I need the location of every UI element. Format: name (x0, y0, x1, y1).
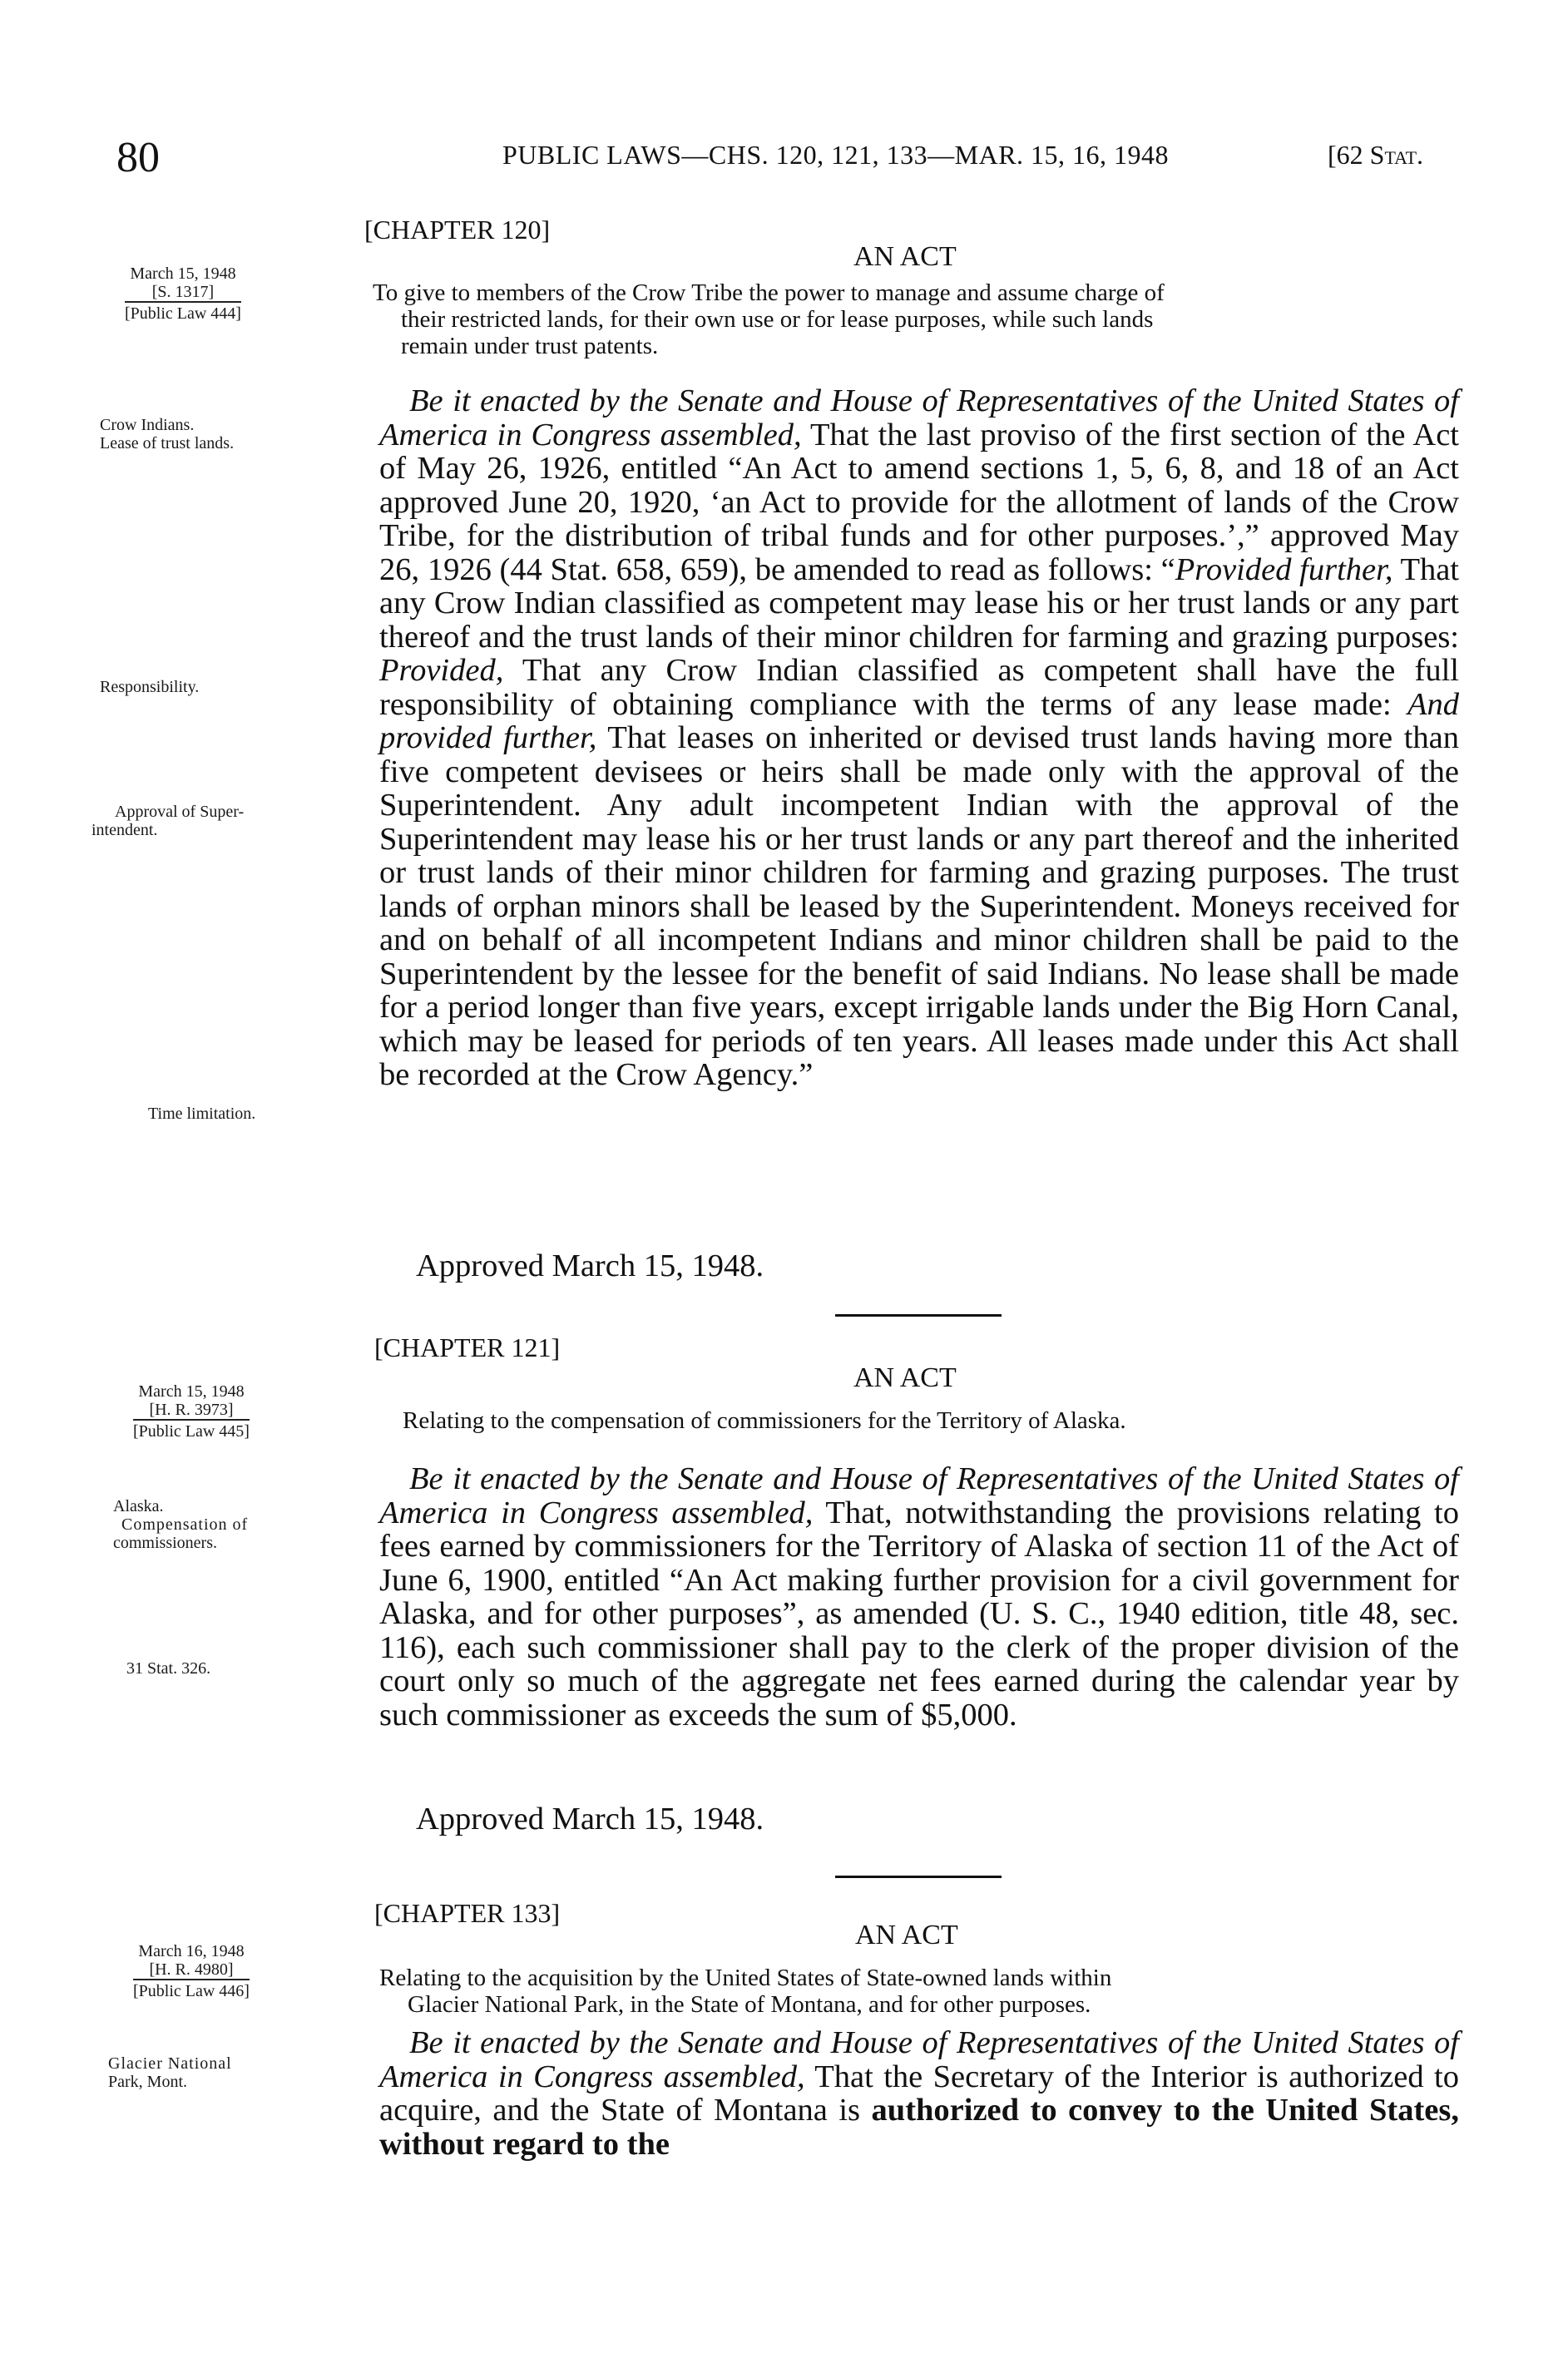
chapter-120-approved: Approved March 15, 1948. (416, 1248, 764, 1283)
chapter-120-body (379, 384, 1459, 1092)
margin-note-statute: 31 Stat. 326. (126, 1659, 211, 1678)
margin-note-line: Park, Mont. (108, 2073, 187, 2091)
chapter-133-bill-number: [H. R. 4980] (149, 1960, 234, 1979)
chapter-133-date: March 16, 1948 (138, 1942, 245, 1960)
chapter-121-approved: Approved March 15, 1948. (416, 1802, 764, 1836)
chapter-121-public-law: [Public Law 445] (133, 1419, 250, 1441)
enacting-clause: Be it enacted by the Senate and House of Representatives of the United States of America in Congress assembled, (379, 1461, 1459, 1530)
margin-note-line: Lease of trust lands. (100, 434, 235, 452)
body-text: That the last proviso of the first section of the Act of May 26, 1926, entitled “An Act to amend sections 1, 5, 6, 8, and 18 of an Act approved June 20, 1920, ‘an Act to provide for the allotment of lands of the Crow Tribe, for the distribution of tribal funds and for other purposes.’,” approved May 26, 1926 (44 Stat. 658, 659), be amended to read as follows: “ (379, 417, 1459, 587)
chapter-121-date: March 15, 1948 (138, 1382, 245, 1401)
margin-note-crow-indians (100, 416, 349, 452)
chapter-121-label: [CHAPTER 121] (374, 1332, 561, 1362)
chapter-133-body (379, 2026, 1459, 2161)
proviso-heading: Provided further, (1175, 551, 1393, 587)
chapter-121-title: Relating to the compensation of commissioners for the Territory of Alaska. (403, 1407, 1126, 1434)
section-divider (835, 1314, 1002, 1317)
page-number: 80 (116, 134, 160, 181)
chapter-121-act-heading: AN ACT (853, 1362, 957, 1393)
proviso-heading: And provided further, (379, 686, 1459, 755)
chapter-133-public-law: [Public Law 446] (133, 1979, 250, 2000)
chapter-133-act-heading: AN ACT (855, 1920, 958, 1950)
volume-reference: [62 Stat. (1328, 140, 1424, 170)
chapter-133-margin-citation (108, 1942, 275, 2000)
chapter-133-title-line: Glacier National Park, in the State of Montana, and for other purposes. (408, 1991, 1091, 2018)
chapter-133-title-line: Relating to the acquisition by the United States of State-owned lands within (379, 1965, 1112, 1991)
margin-note-alaska (113, 1497, 363, 1552)
chapter-120-public-law: [Public Law 444] (125, 301, 241, 323)
enacting-clause: Be it enacted by the Senate and House of Representatives of the United States of America in Congress assembled, (379, 383, 1459, 452)
enacting-clause: Be it enacted by the Senate and House of Representatives of the United States of America in Congress assembled, (379, 2025, 1459, 2094)
margin-note-line: Glacier National (108, 2054, 232, 2073)
margin-note-time-limitation: Time limitation. (148, 1105, 256, 1123)
margin-note-approval (92, 803, 366, 839)
body-text: That the Secretary of the Interior is authorized to acquire, and the State of Montana is (379, 2059, 1459, 2128)
chapter-120-date: March 15, 1948 (130, 264, 236, 283)
margin-note-responsibility: Responsibility. (100, 678, 200, 696)
chapter-133-title (379, 1965, 1461, 2018)
margin-note-line: intendent. (92, 821, 158, 839)
chapter-133-label: [CHAPTER 133] (374, 1898, 561, 1928)
margin-note-line: Crow Indians. (100, 416, 195, 434)
section-divider (835, 1876, 1002, 1878)
chapter-121-bill-number: [H. R. 3973] (149, 1401, 234, 1419)
chapter-120-title (373, 279, 1454, 359)
chapter-121-margin-citation (108, 1382, 275, 1441)
margin-note-glacier (108, 2054, 374, 2091)
chapter-120-label: [CHAPTER 120] (364, 215, 551, 245)
margin-note-line: Compensation of (121, 1515, 249, 1534)
chapter-120-margin-citation (100, 264, 266, 323)
chapter-120-title-line: their restricted lands, for their own use or for lease purposes, while such lands (401, 306, 1154, 333)
chapter-120-title-line: To give to members of the Crow Tribe the power to manage and assume charge of (373, 279, 1165, 306)
chapter-120-title-line: remain under trust patents. (401, 333, 659, 359)
margin-note-line: Alaska. (113, 1497, 164, 1515)
body-text-bold: authorized to convey to the United States, without regard to the (379, 2093, 1459, 2162)
body-text: That any Crow Indian classified as competent shall have the full responsibility of obtaining compliance with the terms of any lease made: (379, 653, 1459, 722)
chapter-121-body (379, 1462, 1459, 1732)
proviso-heading: Provided, (379, 653, 504, 688)
running-title: PUBLIC LAWS—CHS. 120, 121, 133—MAR. 15, 16, 1948 (502, 140, 1170, 170)
margin-note-line: commissioners. (113, 1534, 217, 1552)
chapter-120-act-heading: AN ACT (853, 241, 957, 272)
body-text: That, notwithstanding the provisions relating to fees earned by commissioners for the Territory of Alaska of section 11 of the Act of June 6, 1900, entitled “An Act making further provision for a civil government for Alaska, and for other purposes”, as amended (U. S. C., 1940 edition, title 48, sec. 116), each such commissioner shall pay to the clerk of the proper division of the court only so much of the aggregate net fees earned during the calendar year by such commissioner as exceeds the sum of $5,000. (379, 1495, 1459, 1733)
body-text: That leases on inherited or devised trust lands having more than five competent devisees or heirs shall be made only with the approval of the Superintendent. Any adult incompetent Indian with the approval of the Superintendent may lease his or her trust lands or any part thereof and the inherited or trust lands of their minor children for farming and grazing purposes. The trust lands of orphan minors shall be leased by the Superintendent. Moneys received for and on behalf of all incompetent Indians and minor children shall be paid to the Superintendent by the lessee for the benefit of said Indians. No lease shall be made for a period longer than five years, except irrigable lands under the Big Horn Canal, which may be leased for periods of ten years. All leases made under this Act shall be recorded at the Crow Agency.” (379, 720, 1460, 1092)
chapter-120-bill-number: [S. 1317] (151, 283, 215, 301)
margin-note-line: Approval of Super- (115, 803, 245, 821)
body-text: That any Crow Indian classified as competent may lease his or her trust lands or any part thereof and the trust lands of their minor children for farming and grazing purposes: (379, 551, 1460, 655)
